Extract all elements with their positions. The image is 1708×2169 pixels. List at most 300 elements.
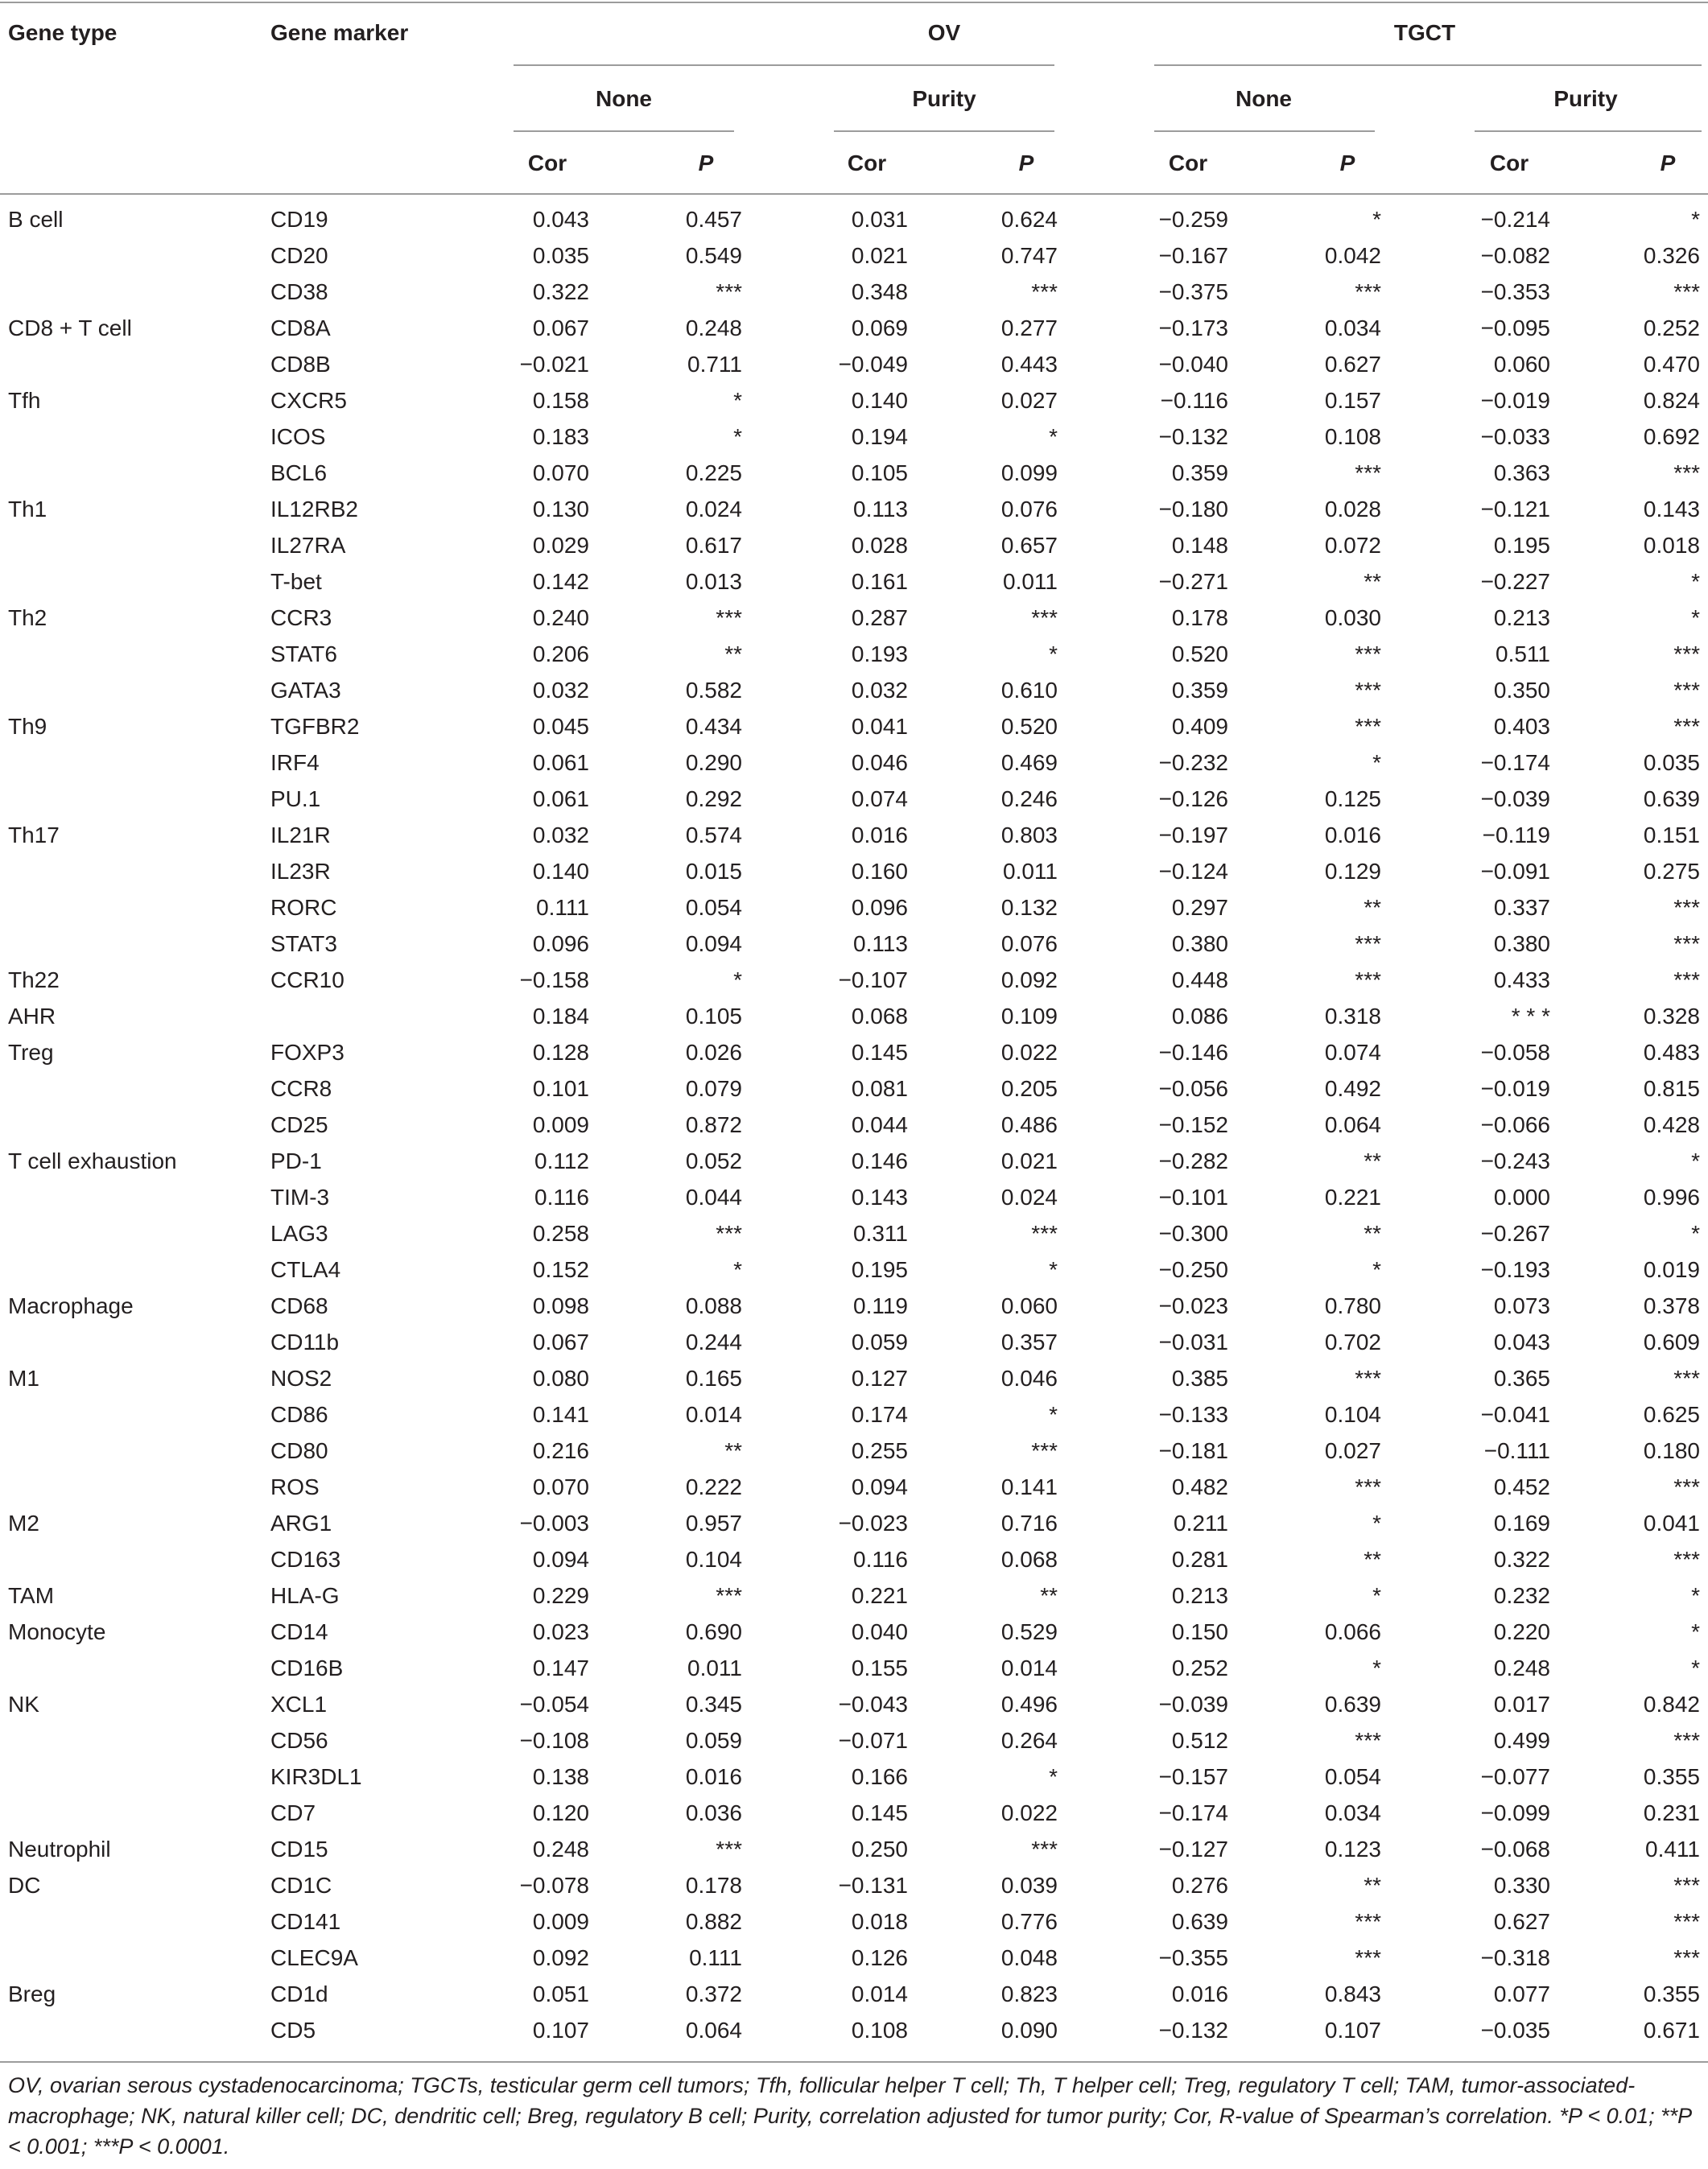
gene-marker-cell: TIM-3 [270, 1185, 330, 1210]
gene-marker-cell: CD8B [270, 352, 331, 377]
tgct-none-p-cell: *** [1355, 931, 1381, 956]
ov-none-p-cell: 0.434 [685, 714, 742, 739]
tgct-none-cor-cell: −0.133 [1158, 1402, 1228, 1427]
ov-none-cor-cell: 0.183 [532, 424, 589, 449]
ov-none-cor-cell: 0.147 [532, 1656, 589, 1680]
ov-none-cor-cell: 0.032 [532, 823, 589, 847]
header-ov-purity-cor: Cor [847, 151, 887, 175]
ov-purity-p-cell: 0.092 [1000, 967, 1058, 992]
tgct-none-p-cell: 0.054 [1324, 1764, 1381, 1789]
ov-purity-cor-cell: −0.131 [838, 1873, 908, 1898]
tgct-none-p-cell: *** [1355, 1945, 1381, 1970]
header-gene-marker: Gene marker [270, 20, 409, 45]
ov-none-p-cell: 0.044 [685, 1185, 742, 1210]
ov-purity-cor-cell: 0.287 [851, 605, 908, 630]
right-margin-cell [1700, 346, 1708, 382]
gene-type-cell [0, 889, 270, 926]
tgct-purity-cor-cell: 0.403 [1493, 714, 1550, 739]
tgct-none-cor-cell: 0.150 [1171, 1619, 1228, 1644]
gene-marker-cell: CD16B [270, 1656, 344, 1680]
ov-none-p-cell: 0.014 [685, 1402, 742, 1427]
ov-purity-p-cell: *** [1031, 1837, 1058, 1862]
table-row [0, 1324, 1708, 1360]
ov-purity-p-cell: * [1049, 1764, 1058, 1789]
tgct-none-cor-cell: −0.146 [1158, 1040, 1228, 1065]
tgct-purity-cor-cell: −0.068 [1480, 1837, 1550, 1862]
ov-purity-cor-cell: 0.119 [853, 1293, 908, 1318]
ov-none-p-cell: 0.105 [685, 1004, 742, 1029]
right-margin-cell [1700, 636, 1708, 672]
ov-purity-cor-cell: 0.146 [851, 1148, 908, 1173]
gene-type-cell [0, 1903, 270, 1940]
tgct-none-cor-cell: 0.016 [1171, 1981, 1228, 2006]
ov-purity-cor-cell: 0.193 [851, 641, 908, 666]
right-margin-cell [1700, 1686, 1708, 1722]
tgct-none-p-cell: 0.318 [1324, 1004, 1381, 1029]
gene-type-cell [0, 1070, 270, 1107]
ov-none-p-cell: 0.165 [685, 1366, 742, 1391]
ov-purity-p-cell: 0.022 [1000, 1800, 1058, 1825]
tgct-none-cor-cell: −0.023 [1158, 1293, 1228, 1318]
tgct-none-p-cell: ** [1364, 1221, 1381, 1246]
gene-marker-cell: CD20 [270, 243, 328, 268]
right-margin-cell [1700, 1650, 1708, 1686]
gene-marker-cell: GATA3 [270, 678, 341, 703]
tgct-none-p-cell: *** [1355, 279, 1381, 304]
header-gene-type: Gene type [8, 20, 118, 45]
tgct-purity-cor-cell: −0.121 [1480, 497, 1550, 522]
tgct-none-cor-cell: −0.056 [1158, 1076, 1228, 1101]
tgct-purity-cor-cell: −0.243 [1480, 1148, 1550, 1173]
tgct-purity-p-cell: 0.996 [1643, 1185, 1700, 1210]
tgct-none-p-cell: *** [1355, 967, 1381, 992]
tgct-none-cor-cell: −0.181 [1158, 1438, 1228, 1463]
tgct-none-cor-cell: −0.167 [1158, 243, 1228, 268]
right-margin-cell [1700, 1324, 1708, 1360]
gene-marker-cell: ICOS [270, 424, 326, 449]
tgct-purity-p-cell: * [1691, 1221, 1700, 1246]
gene-type-cell: T cell exhaustion [8, 1148, 177, 1173]
tgct-purity-cor-cell: −0.077 [1480, 1764, 1550, 1789]
gene-marker-cell: IL23R [270, 859, 331, 884]
tgct-purity-p-cell: * [1691, 1656, 1700, 1680]
ov-purity-p-cell: ** [1040, 1583, 1058, 1608]
tgct-purity-cor-cell: 0.169 [1493, 1511, 1550, 1536]
tgct-none-cor-cell: −0.031 [1158, 1330, 1228, 1355]
tgct-none-p-cell: 0.108 [1324, 424, 1381, 449]
ov-purity-p-cell: 0.046 [1000, 1366, 1058, 1391]
tgct-purity-cor-cell: −0.267 [1480, 1221, 1550, 1246]
ov-purity-cor-cell: 0.113 [853, 931, 908, 956]
ov-none-p-cell: 0.244 [685, 1330, 742, 1355]
gene-marker-cell: PD-1 [270, 1148, 322, 1173]
gene-marker-cell: T-bet [270, 569, 322, 594]
right-margin-cell [1700, 962, 1708, 998]
gene-marker-cell: BCL6 [270, 460, 328, 485]
tgct-none-p-cell: * [1372, 1656, 1381, 1680]
tgct-none-cor-cell: 0.359 [1171, 678, 1228, 703]
gene-marker-cell: CD86 [270, 1402, 328, 1427]
tgct-purity-p-cell: 0.143 [1643, 497, 1700, 522]
gene-type-cell [0, 1722, 270, 1759]
tgct-purity-cor-cell: −0.099 [1480, 1800, 1550, 1825]
ov-none-cor-cell: −0.003 [519, 1511, 589, 1536]
ov-purity-cor-cell: 0.081 [851, 1076, 908, 1101]
ov-none-cor-cell: 0.035 [532, 243, 589, 268]
tgct-purity-p-cell: 0.411 [1645, 1837, 1700, 1862]
ov-purity-cor-cell: 0.074 [851, 786, 908, 811]
gene-marker-cell: ROS [270, 1474, 320, 1499]
gene-marker-cell: CD38 [270, 279, 328, 304]
ov-none-p-cell: 0.088 [685, 1293, 742, 1318]
tgct-purity-cor-cell: −0.095 [1480, 315, 1550, 340]
gene-type-cell: Th17 [8, 823, 60, 847]
tgct-none-p-cell: *** [1355, 460, 1381, 485]
table-row [0, 1143, 1708, 1179]
ov-purity-cor-cell: 0.255 [851, 1438, 908, 1463]
gene-marker-cell: CD8A [270, 315, 331, 340]
right-margin-cell [1700, 1107, 1708, 1143]
ov-purity-cor-cell: 0.094 [851, 1474, 908, 1499]
gene-type-cell: M2 [8, 1511, 39, 1536]
ov-purity-cor-cell: −0.049 [838, 352, 908, 377]
header-ov-none-p: P [698, 151, 714, 175]
tgct-none-cor-cell: 0.178 [1171, 605, 1228, 630]
gene-marker-cell: LAG3 [270, 1221, 328, 1246]
ov-purity-p-cell: 0.496 [1000, 1692, 1058, 1717]
tgct-purity-p-cell: *** [1673, 641, 1700, 666]
tgct-purity-cor-cell: 0.000 [1493, 1185, 1550, 1210]
ov-none-p-cell: ** [724, 1438, 742, 1463]
tgct-purity-p-cell: 0.355 [1643, 1764, 1700, 1789]
tgct-none-cor-cell: 0.297 [1171, 895, 1228, 920]
tgct-none-cor-cell: −0.180 [1158, 497, 1228, 522]
table-row [0, 237, 1708, 274]
ov-none-cor-cell: 0.141 [532, 1402, 589, 1427]
tgct-purity-p-cell: *** [1673, 1474, 1700, 1499]
tgct-purity-cor-cell: 0.627 [1493, 1909, 1550, 1934]
gene-marker-cell: TGFBR2 [270, 714, 360, 739]
tgct-purity-p-cell: * [1691, 569, 1700, 594]
gene-type-cell: DC [8, 1873, 41, 1898]
ov-none-p-cell: 0.013 [685, 569, 742, 594]
table-row [0, 346, 1708, 382]
tgct-purity-cor-cell: 0.511 [1496, 641, 1550, 666]
gene-type-cell [0, 1396, 270, 1433]
right-margin-cell [1700, 455, 1708, 491]
tgct-none-rule [1154, 130, 1375, 132]
ov-none-cor-cell: 0.051 [532, 1981, 589, 2006]
right-margin-cell [1700, 1577, 1708, 1614]
right-margin-cell [1700, 817, 1708, 853]
tgct-purity-p-cell: *** [1673, 678, 1700, 703]
tgct-none-p-cell: 0.028 [1324, 497, 1381, 522]
ov-none-cor-cell: 0.070 [532, 1474, 589, 1499]
ov-purity-p-cell: 0.624 [1000, 207, 1058, 232]
ov-purity-p-cell: *** [1031, 1221, 1058, 1246]
tgct-none-p-cell: 0.072 [1324, 533, 1381, 558]
ov-purity-p-cell: 0.205 [1000, 1076, 1058, 1101]
gene-marker-cell: NOS2 [270, 1366, 332, 1391]
ov-none-p-cell: 0.549 [685, 243, 742, 268]
tgct-purity-cor-cell: −0.318 [1480, 1945, 1550, 1970]
tgct-purity-cor-cell: −0.033 [1480, 424, 1550, 449]
gene-marker-cell: CD163 [270, 1547, 341, 1572]
tgct-purity-cor-cell: −0.066 [1480, 1112, 1550, 1137]
tgct-purity-cor-cell: −0.035 [1480, 2018, 1550, 2043]
table-row [0, 889, 1708, 926]
ov-purity-p-cell: 0.109 [1000, 1004, 1058, 1029]
gene-marker-cell: CD1C [270, 1873, 332, 1898]
gene-marker-cell: CD14 [270, 1619, 328, 1644]
tgct-none-cor-cell: −0.101 [1158, 1185, 1228, 1210]
tgct-purity-p-cell: *** [1673, 1873, 1700, 1898]
ov-purity-cor-cell: 0.145 [851, 1800, 908, 1825]
tgct-none-p-cell: *** [1355, 1366, 1381, 1391]
tgct-purity-p-cell: 0.378 [1643, 1293, 1700, 1318]
tgct-none-cor-cell: 0.086 [1171, 1004, 1228, 1029]
ov-purity-p-cell: 0.520 [1000, 714, 1058, 739]
tgct-group-rule [1154, 64, 1702, 66]
tgct-purity-p-cell: 0.041 [1643, 1511, 1700, 1536]
ov-purity-p-cell: 0.021 [1000, 1148, 1058, 1173]
gene-type-cell [0, 636, 270, 672]
ov-purity-cor-cell: 0.028 [851, 533, 908, 558]
ov-none-cor-cell: 0.258 [532, 1221, 589, 1246]
ov-none-cor-cell: 0.206 [532, 641, 589, 666]
table-row [0, 1360, 1708, 1396]
tgct-none-p-cell: 0.125 [1324, 786, 1381, 811]
gene-marker-cell: ARG1 [270, 1511, 332, 1536]
tgct-none-p-cell: 0.492 [1324, 1076, 1381, 1101]
ov-purity-cor-cell: 0.032 [851, 678, 908, 703]
gene-marker-cell: CCR8 [270, 1076, 332, 1101]
table-row [0, 600, 1708, 636]
header-ov-purity: Purity [912, 86, 976, 111]
header-tgct-purity: Purity [1553, 86, 1618, 111]
right-margin-cell [1700, 1433, 1708, 1469]
ov-none-cor-cell: 0.045 [532, 714, 589, 739]
tgct-none-p-cell: * [1372, 1583, 1381, 1608]
ov-purity-cor-cell: 0.069 [851, 315, 908, 340]
ov-none-cor-cell: 0.116 [534, 1185, 589, 1210]
ov-none-p-cell: 0.036 [685, 1800, 742, 1825]
gene-type-cell: Tfh [8, 388, 41, 413]
tgct-purity-p-cell: 0.625 [1643, 1402, 1700, 1427]
gene-type-cell [0, 781, 270, 817]
ov-purity-cor-cell: −0.071 [838, 1728, 908, 1753]
tgct-purity-p-cell: 0.326 [1643, 243, 1700, 268]
gene-type-cell: Macrophage [8, 1293, 134, 1318]
gene-type-cell [0, 563, 270, 600]
ov-none-cor-cell: 0.094 [532, 1547, 589, 1572]
tgct-none-cor-cell: 0.512 [1171, 1728, 1228, 1753]
tgct-purity-cor-cell: −0.119 [1482, 823, 1550, 847]
ov-purity-cor-cell: 0.018 [851, 1909, 908, 1934]
tgct-purity-p-cell: 0.355 [1643, 1981, 1700, 2006]
tgct-purity-p-cell: 0.815 [1643, 1076, 1700, 1101]
gene-marker-cell: CLEC9A [270, 1945, 358, 1970]
ov-purity-p-cell: 0.277 [1000, 315, 1058, 340]
tgct-none-p-cell: *** [1355, 641, 1381, 666]
tgct-purity-p-cell: 0.470 [1643, 352, 1700, 377]
tgct-purity-p-cell: * [1691, 605, 1700, 630]
ov-purity-cor-cell: 0.160 [851, 859, 908, 884]
table-row [0, 491, 1708, 527]
right-margin-cell [1700, 491, 1708, 527]
gene-type-cell: Neutrophil [8, 1837, 111, 1862]
right-margin-cell [1700, 1903, 1708, 1940]
ov-none-p-cell: 0.882 [685, 1909, 742, 1934]
tgct-purity-cor-cell: 0.077 [1493, 1981, 1550, 2006]
right-margin-cell [1700, 1070, 1708, 1107]
tgct-none-cor-cell: 0.281 [1171, 1547, 1228, 1572]
gene-type-cell: AHR [8, 1004, 56, 1029]
ov-purity-p-cell: 0.443 [1000, 352, 1058, 377]
right-margin-cell [1700, 1143, 1708, 1179]
table-row [0, 1469, 1708, 1505]
tgct-purity-cor-cell: −0.058 [1480, 1040, 1550, 1065]
ov-none-p-cell: 0.711 [687, 352, 742, 377]
ov-purity-p-cell: 0.076 [1000, 931, 1058, 956]
tgct-purity-p-cell: *** [1673, 714, 1700, 739]
table-row [0, 1976, 1708, 2012]
ov-none-p-cell: 0.024 [685, 497, 742, 522]
header-ov-none: None [596, 86, 652, 111]
ov-none-p-cell: 0.872 [685, 1112, 742, 1137]
ov-purity-cor-cell: −0.107 [838, 967, 908, 992]
right-margin-cell [1700, 310, 1708, 346]
ov-purity-p-cell: 0.024 [1000, 1185, 1058, 1210]
tgct-purity-p-cell: *** [1673, 1945, 1700, 1970]
table-row [0, 201, 1708, 237]
tgct-purity-cor-cell: −0.111 [1483, 1438, 1550, 1463]
tgct-none-p-cell: 0.016 [1324, 823, 1381, 847]
ov-none-p-cell: 0.574 [685, 823, 742, 847]
ov-none-p-cell: 0.457 [685, 207, 742, 232]
ov-purity-cor-cell: 0.195 [851, 1257, 908, 1282]
gene-marker-cell: HLA-G [270, 1583, 340, 1608]
ov-none-cor-cell: 0.096 [532, 931, 589, 956]
tgct-purity-cor-cell: 0.248 [1493, 1656, 1550, 1680]
ov-purity-cor-cell: 0.113 [853, 497, 908, 522]
right-margin-cell [1700, 419, 1708, 455]
gene-marker-cell: IL21R [270, 823, 331, 847]
ov-purity-p-cell: * [1049, 424, 1058, 449]
table-row [0, 563, 1708, 600]
right-margin-cell [1700, 1795, 1708, 1831]
tgct-purity-cor-cell: * * * [1511, 1004, 1550, 1029]
ov-purity-cor-cell: 0.194 [851, 424, 908, 449]
tgct-none-cor-cell: −0.282 [1158, 1148, 1228, 1173]
tgct-none-p-cell: *** [1355, 1474, 1381, 1499]
tgct-purity-p-cell: 0.639 [1643, 786, 1700, 811]
tgct-purity-cor-cell: 0.060 [1493, 352, 1550, 377]
gene-type-cell [0, 1252, 270, 1288]
ov-purity-cor-cell: 0.311 [853, 1221, 908, 1246]
gene-marker-cell: CD7 [270, 1800, 316, 1825]
ov-none-p-cell: * [733, 967, 742, 992]
table-row [0, 1577, 1708, 1614]
table-row [0, 1034, 1708, 1070]
ov-none-cor-cell: 0.112 [534, 1148, 589, 1173]
tgct-purity-cor-cell: −0.193 [1480, 1257, 1550, 1282]
tgct-purity-cor-cell: −0.091 [1480, 859, 1550, 884]
ov-none-rule [514, 130, 734, 132]
ov-none-p-cell: * [733, 388, 742, 413]
right-margin-cell [1700, 781, 1708, 817]
ov-none-cor-cell: 0.142 [532, 569, 589, 594]
tgct-none-cor-cell: −0.375 [1158, 279, 1228, 304]
gene-type-cell [0, 419, 270, 455]
tgct-purity-p-cell: *** [1673, 1547, 1700, 1572]
tgct-none-cor-cell: −0.259 [1158, 207, 1228, 232]
tgct-purity-cor-cell: 0.433 [1493, 967, 1550, 992]
ov-none-cor-cell: 0.111 [536, 895, 589, 920]
gene-marker-cell: CD141 [270, 1909, 341, 1934]
ov-purity-cor-cell: 0.031 [851, 207, 908, 232]
gene-marker-cell: CD11b [270, 1330, 340, 1355]
gene-type-cell [0, 672, 270, 708]
tgct-purity-cor-cell: 0.017 [1493, 1692, 1550, 1717]
ov-none-p-cell: 0.248 [685, 315, 742, 340]
ov-purity-p-cell: 0.716 [1000, 1511, 1058, 1536]
table-row [0, 382, 1708, 419]
gene-type-cell: Th1 [8, 497, 47, 522]
right-margin-cell [1700, 274, 1708, 310]
tgct-none-cor-cell: −0.271 [1158, 569, 1228, 594]
tgct-none-cor-cell: 0.252 [1171, 1656, 1228, 1680]
tgct-purity-cor-cell: 0.043 [1493, 1330, 1550, 1355]
tgct-none-p-cell: 0.627 [1324, 352, 1381, 377]
ov-purity-p-cell: 0.027 [1000, 388, 1058, 413]
tgct-purity-cor-cell: 0.452 [1493, 1474, 1550, 1499]
table-row [0, 781, 1708, 817]
ov-group-rule [514, 64, 1054, 66]
tgct-purity-p-cell: 0.824 [1643, 388, 1700, 413]
header-ov: OV [927, 20, 961, 45]
ov-none-cor-cell: 0.098 [532, 1293, 589, 1318]
tgct-none-p-cell: 0.123 [1324, 1837, 1381, 1862]
gene-marker-cell: CTLA4 [270, 1257, 341, 1282]
ov-purity-cor-cell: 0.155 [851, 1656, 908, 1680]
right-margin-cell [1700, 1831, 1708, 1867]
ov-purity-p-cell: 0.048 [1000, 1945, 1058, 1970]
right-margin-cell [1700, 382, 1708, 419]
gene-marker-cell: KIR3DL1 [270, 1764, 362, 1789]
tgct-none-p-cell: 0.042 [1324, 243, 1381, 268]
tgct-purity-p-cell: 0.842 [1643, 1692, 1700, 1717]
ov-purity-p-cell: 0.357 [1000, 1330, 1058, 1355]
tgct-purity-p-cell: *** [1673, 460, 1700, 485]
right-margin-cell [1700, 926, 1708, 962]
gene-type-cell [0, 1759, 270, 1795]
right-margin-cell [1700, 889, 1708, 926]
right-margin-cell [1700, 1541, 1708, 1577]
ov-none-p-cell: *** [716, 1221, 742, 1246]
tgct-none-p-cell: 0.702 [1324, 1330, 1381, 1355]
tgct-none-cor-cell: −0.355 [1158, 1945, 1228, 1970]
gene-type-cell: NK [8, 1692, 39, 1717]
tgct-none-cor-cell: −0.152 [1158, 1112, 1228, 1137]
tgct-none-cor-cell: −0.300 [1158, 1221, 1228, 1246]
tgct-none-p-cell: 0.104 [1324, 1402, 1381, 1427]
right-margin-cell [1700, 201, 1708, 237]
table-row [0, 1433, 1708, 1469]
ov-none-cor-cell: 0.240 [532, 605, 589, 630]
ov-purity-p-cell: 0.068 [1000, 1547, 1058, 1572]
table-row [0, 455, 1708, 491]
